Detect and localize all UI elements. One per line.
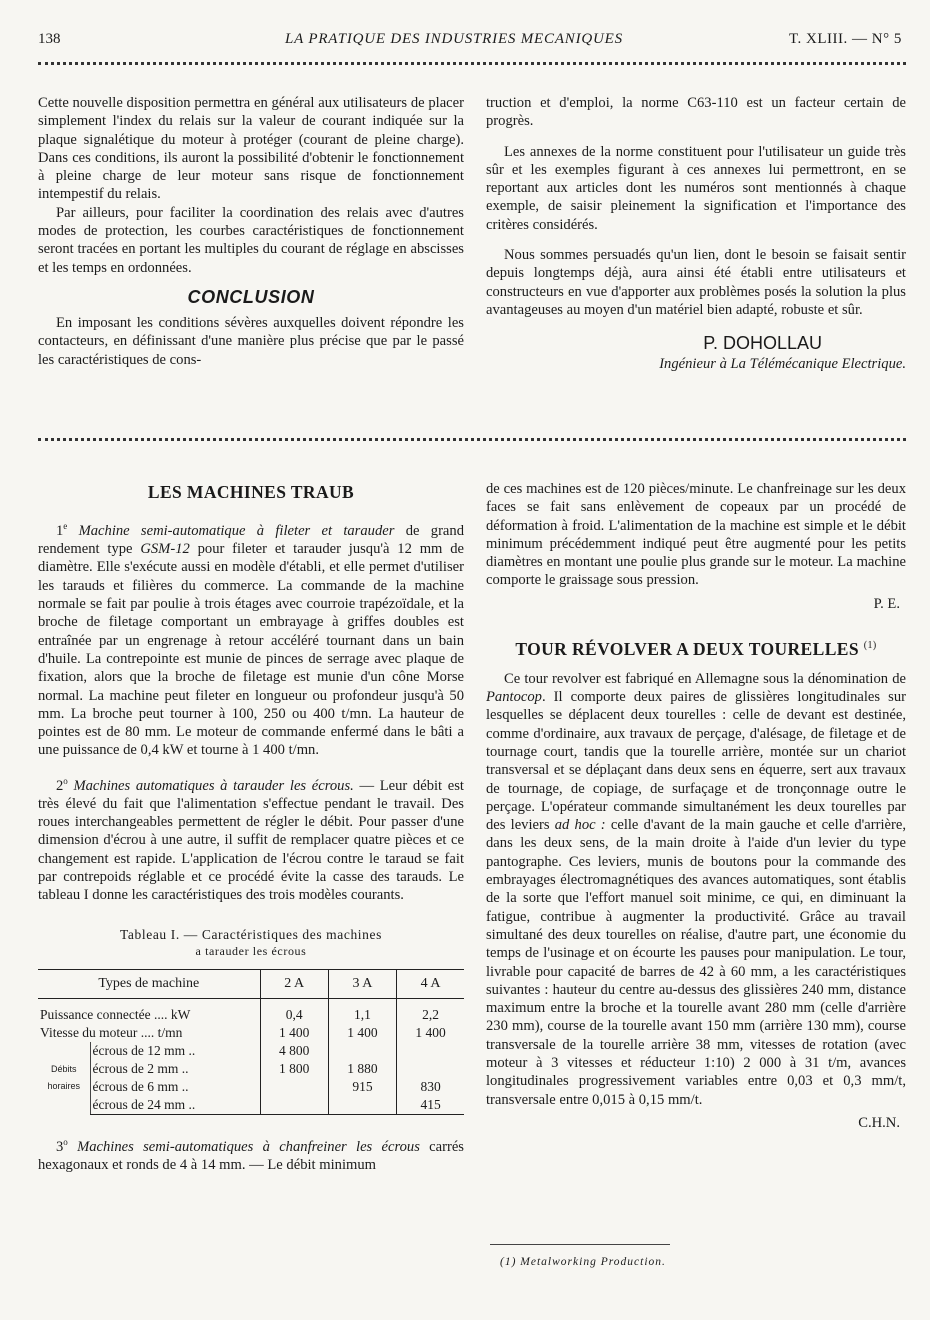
article1-left-column	[38, 94, 464, 369]
machine-1-paragraph: 1e Machine semi-automatique à fileter et tarauder de grand rendement type GSM-12 pour fileter et tarauder jusqu'à 12 mm de diamètre. Elle s'exécute aussi en modèle d'établi, et elle permet d'utiliser les tarauds et filières du commerce. La commande de la machine normale se fait par poulie à trois étages avec courroie trapézoïdale, et la broche de filetage comportant un embrayage à griffes doubles est entraînée par un engrenage à retour accéléré tournant dans un bain d'huile. La contrepointe est munie de pinces de serrage avec plaque de fixation, alors que la broche de filetage est munie d'un cône Morse normal. La machine peut fileter en longueur ou profondeur jusqu'à 50 mm. La broche peut tourner à 100, 250 ou 400 t/mn. La hauteur de pointes est de 80 mm. Le moteur de commande enfermé dans le bâti a une puissance de 0,4 kW et tourne à 1 400 t/mn.	[38, 521, 464, 759]
debits-horaires-label: Débits horaires	[47, 1063, 80, 1091]
article-title-tour-revolver: TOUR RÉVOLVER A DEUX TOURELLES $^{(1)}$	[515, 638, 877, 659]
machine-3-continued: de ces machines est de 120 pièces/minute. Le chanfreinage sur les deux faces se fait sans enlèvement de copeaux par un procédé de déformation à froid. L'alimentation de la machine est simple et le débit minimum précédemment indiqué peut être augmenté pour les petits diamètres en montant une poulie plus grande sur le moteur. La machine comporte le graissage sous pression.	[486, 481, 906, 589]
article1-paragraph: Cette nouvelle disposition permettra en général aux utilisateurs de placer simplement l'index du relais sur la valeur de courant indiquée sur la plaque signalétique du moteur à protéger (courant de pleine charge). Dans ces conditions, ils auront la possibilité d'obtenir le fonctionnement à pleine charge de leur moteur sans risque de fonctionnement intempestif du relais.	[38, 95, 464, 203]
section-dotted-rule	[38, 438, 906, 441]
table-caption: Tableau I. — Caractéristiques des machines a tarauder les écrous	[120, 926, 382, 958]
author-role: Ingénieur à La Télémécanique Electrique.	[659, 356, 906, 373]
table-row: Débits horaires écrous de 12 mm .. 4 800	[38, 1042, 464, 1060]
table-header-cell: 2 A	[260, 969, 328, 998]
article2-right-column	[486, 480, 906, 1132]
table-header-cell: Types de machine	[38, 969, 260, 998]
article1-paragraph: Les annexes de la norme constituent pour l'utilisateur un guide très sûr et les exemples figurant à ces annexes lui permettront, en se reportant aux articles dont les numéros sont mentionnés à chaque exemple, de saisir pleinement la signification et l'importance des critères considérés.	[486, 143, 906, 233]
signature-chn: C.H.N.	[858, 1114, 900, 1131]
article-title-traub: LES MACHINES TRAUB	[147, 482, 355, 502]
page-number: 138	[38, 31, 61, 47]
article1-paragraph: Nous sommes persuadés qu'un lien, dont le besoin se faisait sentir depuis longtemps déjà, aura ainsi été établi entre utilisateurs et constructeurs en vue d'apporter aux problèmes posés la solution la plus avantageuses au moyen d'un matériel bien adapté, robuste et sûr.	[486, 247, 906, 318]
volume-issue: T. XLIII. — N° 5	[789, 31, 902, 47]
article2-left-column	[38, 482, 464, 1174]
footnote-rule	[490, 1244, 670, 1245]
machines-table	[38, 969, 464, 1115]
table-row: Puissance connectée .... kW 0,4 1,1 2,2	[38, 998, 464, 1024]
table-row: Vitesse du moteur .... t/mn 1 400 1 400 1 400	[38, 1024, 464, 1042]
table-header-row	[38, 969, 464, 998]
table-header-cell: 3 A	[328, 969, 396, 998]
conclusion-paragraph: En imposant les conditions sévères auxquelles doivent répondre les contacteurs, en définissant d'une manière plus précise que par le passé les caractéristiques de cons-	[38, 314, 464, 368]
conclusion-heading: CONCLUSION	[187, 286, 315, 307]
table-row: écrous de 24 mm .. 415	[38, 1096, 464, 1115]
article1-right-column	[486, 94, 906, 373]
signature-pe: P. E.	[873, 595, 900, 612]
tour-revolver-paragraph: Ce tour revolver est fabriqué en Allemagne sous la dénomination de Pantocop. Il comporte deux paires de glissières longitudinales sur lesquelles se déplacent deux tourelles : celle de devant est destinée, comme d'ordinaire, aux travaux de perçage, d'alésage, de filetage et de tournage court, tandis que la tourelle arrière, montée sur un chariot transversal et se déplaçant dans deux sens en équerre, sert aux travaux de tournage, de copiage, de surfaçage et de tronçonnage outre le perçage. L'opérateur commande simultanément les deux tourelles par des leviers ad hoc : celle d'avant de la main gauche et celle d'arrière, dans les deux sens, de la main droite à l'aide d'un levier du type pantographe. Ces leviers, munis de boutons pour la commande des embrayages électromagnétiques des avances automatiques, sont établis de la sorte que l'effort manuel soit minime, ce qui, en diminuant la fatigue, contribue à augmenter la productivité. Grâce au travail simultané des deux tourelles on réalise, d'autre part, une économie du temps de l'usinage et on écourte les pauses pour manipulation. Le tour, livrable pour capacité de barres de 42 à 60 mm, a les caractéristiques suivantes : hauteur du centre au-dessus des glissières 240 mm, distance maximum entre la broche et la tourelle avant 280 mm (celle d'arrière 230 mm), course de la tourelle avant 150 mm (arrière 130 mm), course transversale de la tourelle arrière 38 mm, vitesses de rotation (avec moteur à 3 vitesses et réducteur 1:10) 2 000 à 31 t/m, avances longitudinales progressivement variables entre 0,03 et 0,3 mm/t, transversale entre 0,015 à 0,15 mm/t.	[486, 670, 907, 1108]
author-name: P. DOHOLLAU	[703, 333, 822, 354]
journal-title: LA PRATIQUE DES INDUSTRIES MECANIQUES	[285, 31, 623, 47]
article1-paragraph: truction et d'emploi, la norme C63-110 est un facteur certain de progrès.	[486, 95, 906, 130]
table-row: écrous de 6 mm .. 915 830	[38, 1078, 464, 1096]
machine-2-paragraph: 2$^o$ Machines automatiques à tarauder les écrous. — Leur débit est très élevé du fait que l'alimentation s'effectue pendant le travail. Des roues interchangeables permettent de régler le débit. Pour passer d'une dimension d'écrou à une autre, il suffit de remplacer quatre pièces et ce changement est rapide. L'application de l'écrou contre le taraud se fait par contrepoids réglable et ce procédé évite la casse des tarauds. Le tableau I donne les caractéristiques des trois modèles courants.	[38, 775, 464, 904]
header-dotted-rule	[38, 62, 906, 65]
machine-3-paragraph: 3$^o$ Machines semi-automatiques à chanfreiner les écrous carrés hexagonaux et ronds de 4 à 14 mm. — Le débit minimum	[38, 1136, 464, 1173]
footnote: (1) Metalworking Production.	[500, 1256, 666, 1268]
table-header-cell: 4 A	[397, 969, 464, 998]
article1-paragraph: Par ailleurs, pour faciliter la coordination des relais avec d'autres modes de protection, les courbes caractéristiques de fonctionnement seront tracées en portant les multiples du courant de réglage en abscisses et les temps en ordonnées.	[38, 204, 464, 276]
table-row: écrous de 2 mm .. 1 800 1 880	[38, 1060, 464, 1078]
